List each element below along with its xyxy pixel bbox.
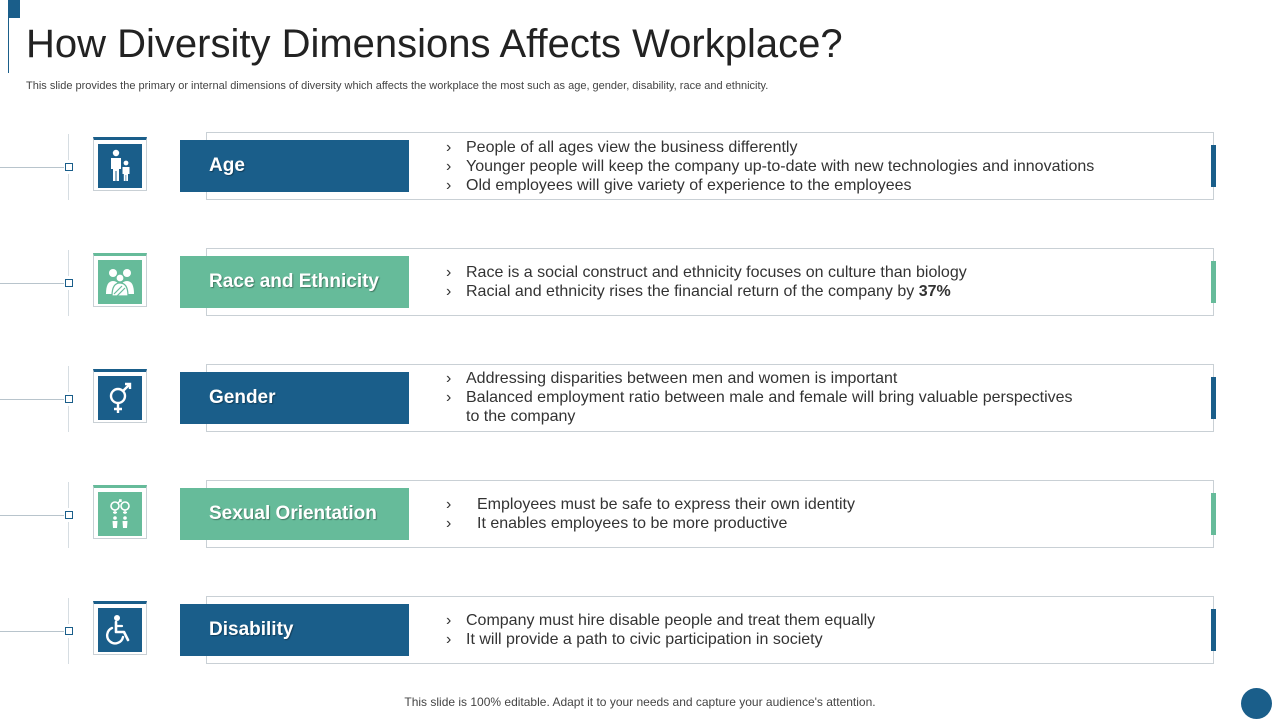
accent-tab [1211,493,1216,535]
connector-line [0,515,64,516]
list-item: › Racial and ethnicity rises the financial return of the company by 37% [446,283,951,300]
icon-frame [93,369,147,423]
timeline-tick [68,638,69,664]
list-item: › Company must hire disable people and treat them equally [446,612,876,629]
dimension-row-race [0,248,1280,320]
accent-tab [1211,377,1216,419]
page-title: How Diversity Dimensions Affects Workplace? [26,22,843,66]
timeline-tick [68,290,69,316]
timeline-tick [68,366,69,392]
connector-line [0,283,64,284]
accent-tab [1211,261,1216,303]
wheelchair-icon [105,614,135,646]
timeline-node [65,627,73,635]
corner-accent [8,0,20,18]
list-item: › Old employees will give variety of experience to the employees [446,177,912,194]
list-item: › People of all ages view the business differently [446,139,798,156]
timeline-tick [68,134,69,160]
timeline-tick [68,250,69,276]
bullet-list [446,495,1186,533]
dimension-row-disability [0,596,1280,668]
timeline-node [65,163,73,171]
group-icon [103,266,137,298]
icon-frame [93,485,147,539]
footer-note: This slide is 100% editable. Adapt it to your needs and capture your audience's attention. [404,695,876,709]
list-item: › It will provide a path to civic participation in society [446,631,823,648]
highlight-value: 37% [918,283,951,300]
connector-line [0,631,64,632]
connector-line [0,167,64,168]
page-indicator-dot [1241,688,1272,719]
bullet-list [446,263,1186,301]
list-item: › Race is a social construct and ethnicity focuses on culture than biology [446,264,967,281]
list-item: › It enables employees to be more productive [446,515,788,532]
timeline-tick [68,406,69,432]
list-item: › Balanced employment ratio between male and female will bring valuable perspectives to the company [446,389,1073,425]
dimension-label: Disability [180,604,409,656]
timeline-tick [68,174,69,200]
orientation-icon [105,498,135,530]
list-item: › Addressing disparities between men and women is important [446,370,898,387]
timeline-node [65,511,73,519]
accent-tab [1211,609,1216,651]
dimension-label: Sexual Orientation [180,488,409,540]
accent-tab [1211,145,1216,187]
timeline-tick [68,598,69,624]
icon-frame [93,601,147,655]
bullet-list [446,611,1186,649]
dimension-row-age [0,132,1280,204]
timeline-tick [68,482,69,508]
list-item: › Younger people will keep the company up-to-date with new technologies and innovations [446,158,1095,175]
timeline-node [65,279,73,287]
timeline-node [65,395,73,403]
timeline-tick [68,522,69,548]
dimension-label: Gender [180,372,409,424]
dimension-label: Race and Ethnicity [180,256,409,308]
dimension-row-gender [0,364,1280,436]
connector-line [0,399,64,400]
gender-symbol-icon [105,381,135,415]
family-icon [107,149,133,183]
dimension-label: Age [180,140,409,192]
page-subtitle: This slide provides the primary or internal dimensions of diversity which affects the workplace the most such as age, gender, disability, race and ethnicity. [26,80,769,92]
dimension-row-sexual-orientation [0,480,1280,552]
icon-frame [93,253,147,307]
bullet-list [446,138,1186,195]
corner-line [8,18,9,73]
bullet-list [446,369,1086,426]
list-item: › Employees must be safe to express their own identity [446,496,855,513]
icon-frame [93,137,147,191]
